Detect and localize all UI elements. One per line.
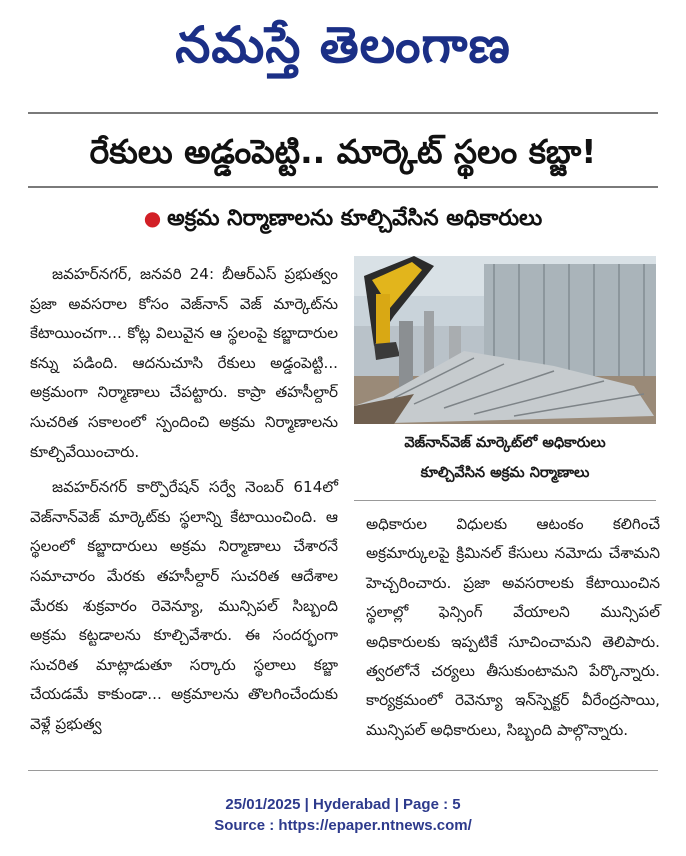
masthead-divider	[28, 112, 658, 114]
newspaper-logo: నమస్తే తెలంగాణ	[175, 16, 511, 74]
demolition-photo-image	[354, 256, 656, 424]
article-subhead	[28, 199, 658, 238]
edition-info: 25/01/2025 | Hyderabad | Page : 5	[225, 796, 461, 813]
page-footer	[0, 794, 686, 836]
article-headline: రేకులు అడ్డంపెట్టి.. మార్కెట్ స్థలం కబ్జా!	[89, 132, 597, 171]
photo-caption-line: వెజ్‌నాన్‌వెజ్ మార్కెట్‌లో అధికారులు	[404, 435, 606, 451]
headline-divider	[28, 186, 658, 188]
red-bullet-icon: ●	[143, 206, 162, 230]
footer-divider	[28, 770, 658, 771]
subhead-text: అక్రమ నిర్మాణాలను కూల్చివేసిన అధికారులు	[167, 206, 543, 231]
article-body-left-column	[30, 260, 338, 746]
article-body-right-column	[366, 510, 660, 745]
photo-caption	[354, 428, 656, 498]
photo-caption-line: కూల్చివేసిన అక్రమ నిర్మాణాలు	[420, 465, 590, 481]
body-paragraph: జవహర్‌నగర్ కార్పొరేషన్ సర్వే నెంబర్ 614లో వెజ్‌నాన్‌వెజ్ మార్కెట్‌కు స్థలాన్ని కేటాయించింది. ఆ స్థలంలో కబ్జాదారులు అక్రమ నిర్మాణాలు చేశారనే సమాచారం మేరకు తహసీల్దార్ సుచరిత ఆదేశాల మేరకు శుక్రవారం రెవెన్యూ, మున్సిపల్ సిబ్బంది అక్రమ కట్టడాలను కూల్చివేశారు. ఈ సందర్భంగా సుచరిత మాట్లాడుతూ సర్కారు స్థలాలు కబ్జా చేయడమే కాకుండా... అక్రమాలను తొలగించేందుకు వెళ్లే ప్రభుత్వ	[30, 478, 338, 733]
caption-divider	[354, 500, 656, 501]
body-paragraph: జవహర్‌నగర్, జనవరి 24: బీఆర్‌ఎస్ ప్రభుత్వం ప్రజా అవసరాల కోసం వెజ్‌నాన్ వెజ్ మార్కెట్‌ను కేటాయించగా... కోట్ల విలువైన ఆ స్థలంపై కబ్జాదారుల కన్ను పడింది. ఆదనుచూసి రేకులు అడ్డంపెట్టి... అక్రమంగా నిర్మాణాలు చేపట్టారు. కాప్రా తహసీల్దార్ సుచరిత సకాలంలో స్పందించి అక్రమ నిర్మాణాలను కూల్చివేయించారు.	[30, 265, 339, 461]
demolition-photo	[354, 256, 656, 424]
masthead	[0, 0, 686, 92]
body-paragraph: అధికారుల విధులకు ఆటంకం కలిగించే అక్రమార్కులపై క్రిమినల్ కేసులు నమోదు చేశామని హెచ్చరించారు. ప్రజా అవసరాలకు కేటాయించిన స్థలాల్లో ఫెన్సింగ్ వేయాలని మున్సిపల్ అధికారులకు ఇప్పటికే సూచించామని తెలిపారు. త్వరలోనే చర్యలు తీసుకుంటామని పేర్కొన్నారు. కార్యక్రమంలో రెవెన్యూ ఇన్‌స్పెక్టర్ వీరేంద్రసాయి, మున్సిపల్ అధికారులు, సిబ్బంది పాల్గొన్నారు.	[366, 515, 660, 739]
source-url: Source : https://epaper.ntnews.com/	[214, 817, 472, 834]
